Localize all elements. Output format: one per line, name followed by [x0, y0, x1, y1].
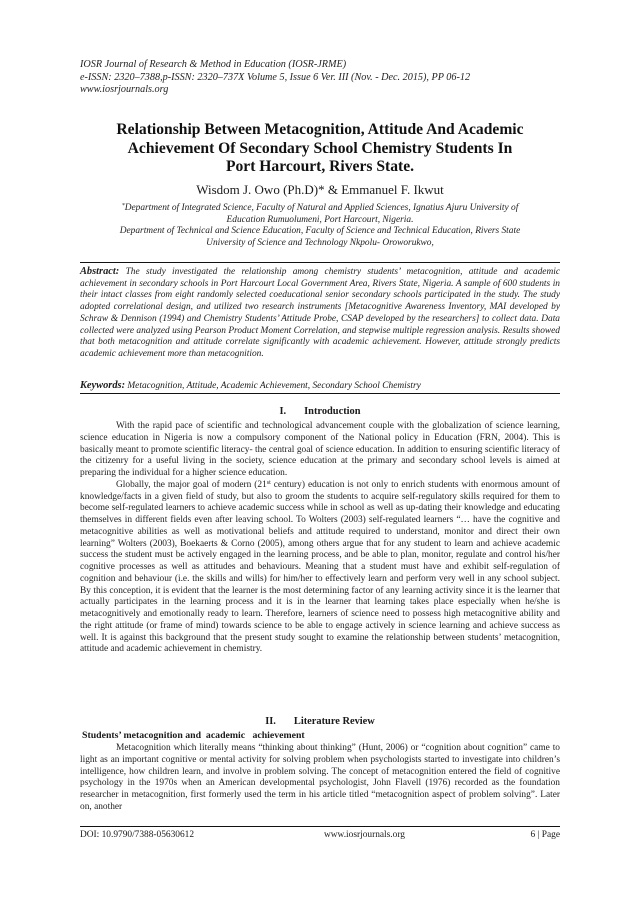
affiliation-line: University of Science and Technology Nkpolu- Oroworukwo, [206, 237, 434, 248]
divider-rule [80, 262, 560, 263]
section-title: Literature Review [293, 716, 375, 727]
abstract-label: Abstract: [80, 266, 120, 277]
journal-issn: e-ISSN: 2320–7388,p-ISSN: 2320–737X Volume 5, Issue 6 Ver. III (Nov. - Dec. 2015), PP 06-12 [80, 71, 471, 83]
affiliation-line: Department of Integrated Science, Faculty of Natural and Applied Sciences, Ignatius Ajuru University of [124, 203, 519, 213]
keywords-label: Keywords: [80, 380, 126, 391]
section-heading-literature-review [80, 716, 560, 728]
author-affiliations [80, 203, 560, 249]
keywords [80, 380, 560, 392]
keywords-text: Metacognition, Attitude, Academic Achievement, Secondary School Chemistry [125, 381, 421, 391]
subsection-heading: Students’ metacognition and academic achievement [82, 730, 305, 741]
literature-review-body [80, 743, 560, 814]
paper-title [72, 121, 568, 177]
footer-doi: DOI: 10.9790/7388-05630612 [80, 830, 195, 840]
footer-website[interactable]: www.iosrjournals.org [324, 830, 405, 840]
title-line: Port Harcourt, Rivers State. [225, 158, 415, 175]
journal-header [80, 59, 580, 97]
abstract [80, 266, 560, 361]
page-number: 6 | Page [530, 830, 560, 840]
abstract-text: The study investigated the relationship among chemistry students’ metacognition, attitude and academic achievement in secondary schools in Port Harcourt Local Government Area, Rivers State, Nigeria. A sample of 600 students in their intact classes from eight randomly selected coeducational senior secondary schools participated in the study. The study adopted correlational design, and utilized two research instruments [Metacognitive Awareness Inventory, MAI developed by Schraw & Dennison (1994) and Chemistry Students’ Attitude Probe, CSAP developed by the researchers] to collect data. Data collected were analyzed using Pearson Product Moment Correlation, and stepwise multiple regression analysis. Results showed that both metacognition and attitude correlate significantly with academic achievement. However, attitude strongly predicts academic achievement more than metacognition. [80, 267, 560, 359]
body-paragraph: Globally, the major goal of modern (21st century) education is not only to enrich students with enormous amount of knowledge/facts in a given field of study, but also to groom the students to acquire self-regulatory skills required for them to become self-regulated learners to achieve academic success while in school as well as up-dating their knowledge and educating themselves in different fields even after leaving school. To Wolters (2003) self-regulated learners “… have the cognitive and metacognitive abilities as well as motivational beliefs and attitude required to understand, monitor and direct their own learning” Wolters (2003), Boekaerts & Corno (2005), among others argue that for any student to learn and achieve academic success the student must be actively engaged in the learning process, and be able to plan, monitor, regulate and control his/her cognitive processes as well as attitudes and behaviours. Meaning that a student must have and exhibit self-regulation of cognition and behaviour (i.e. the skills and wills) for him/her to effectively learn and perform very well in any school subject. By this conception, it is evident that the learner is the most determining factor of any learning activity since it is the learner that actually participates in the learning process and it is in the learner that learning takes place especially when he/she is metacognitively and emotionally ready to learn. Therefore, learners of science need to possess high metacognitive ability and the right attitude (or frame of mind) towards science to be able to engage actively in science learning and achieve success as well. It is against this background that the present study sought to examine the relationship between students’ metacognition, attitude and academic achievement in chemistry. [80, 479, 560, 655]
title-line: Relationship Between Metacognition, Attitude And Academic [116, 121, 524, 138]
section-number: II. [265, 716, 276, 727]
introduction-body [80, 421, 560, 656]
section-number: I. [279, 406, 287, 417]
footer-rule [80, 826, 560, 827]
affiliation-line: Education Rumuolumeni, Port Harcourt, Nigeria. [226, 214, 414, 225]
title-line: Achievement Of Secondary School Chemistry Students In [127, 139, 513, 157]
journal-website[interactable]: www.iosrjournals.org [80, 84, 169, 96]
author-names: Wisdom J. Owo (Ph.D)* & Emmanuel F. Ikwut [196, 182, 444, 197]
divider-rule [80, 393, 560, 394]
section-heading-introduction [80, 406, 560, 418]
affiliation-marker: * [121, 203, 125, 209]
affiliation-line: Department of Technical and Science Education, Faculty of Science and Technical Education, Rivers State [119, 226, 521, 237]
journal-name: IOSR Journal of Research & Method in Education (IOSR-JRME) [80, 59, 347, 70]
body-paragraph: With the rapid pace of scientific and technological advancement couple with the globalization of science learning, science education in Nigeria is now a compulsory component of the National policy in Education (FRN, 2004). This is basically meant to promote scientific literacy- the central goal of science education. In addition to ensuring scientific literacy of the citizenry for a useful living in the society, science education at the primary and secondary school levels is aimed at preparing the individual for a higher science education. [80, 421, 560, 478]
superscript: st [266, 479, 271, 486]
section-title: Introduction [304, 406, 361, 417]
body-paragraph: Metacognition which literally means “thinking about thinking” (Hunt, 2006) or “cognition about cognition” came to light as an important cognitive or mental activity for solving problem when psychologists started to investigate into children’s intelligence, how children learn, and involve in problem solving. The concept of metacognition entered the field of cognitive psychology in the 1970s when an American developmental psychologist, John Flavell (1976) recorded as the foundation researcher in metacognition, first formerly used the term in his article titled “metacognition aspect of problem solving”. Later on, another [80, 743, 560, 812]
